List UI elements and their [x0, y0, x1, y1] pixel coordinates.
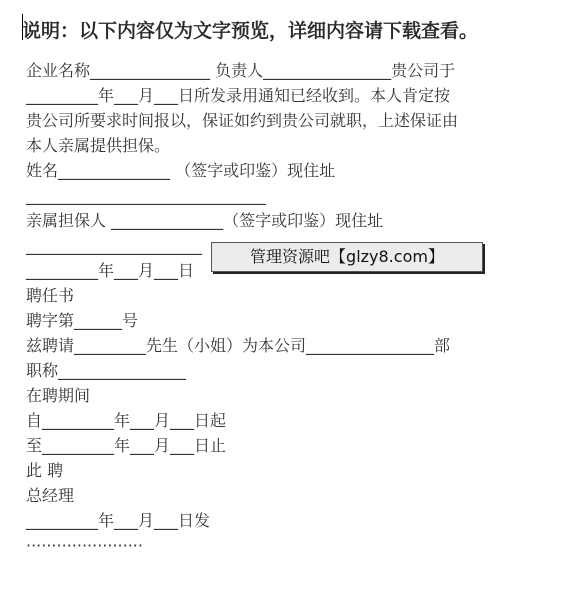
line-company-name: 企业名称_______________ 负责人________________贵公司于 — [26, 61, 456, 80]
line-address-blank: ______________________________ — [26, 186, 266, 205]
watermark-sign: 管理资源吧【glzy8.com】 — [211, 242, 483, 272]
line-appointment-title: 聘任书 — [26, 286, 75, 305]
line-guarantor-address-blank: ______________________ — [26, 236, 202, 255]
line-issue-date: _________年___月___日发 — [26, 511, 211, 530]
line-relative-guarantee: 本人亲属提供担保。 — [26, 136, 171, 155]
line-hire: 兹聘请_________先生（小姐）为本公司________________部 — [26, 336, 451, 355]
line-position: 职称________________ — [26, 361, 187, 380]
line-general-manager: 总经理 — [26, 486, 75, 505]
line-appointment-number: 聘字第______号 — [26, 311, 139, 330]
document-body — [26, 58, 556, 558]
line-dots: ······················· — [26, 536, 143, 555]
line-term-label: 在聘期间 — [26, 386, 91, 405]
line-notice-received: _________年___月___日所发录用通知已经收到。本人肯定按 — [26, 86, 451, 105]
line-guarantor-signature: 亲属担保人 ______________（签字或印鉴）现住址 — [26, 211, 384, 230]
line-date-1: _________年___月___日 — [26, 261, 195, 280]
line-name-signature: 姓名______________ （签字或印鉴）现住址 — [26, 161, 336, 180]
line-guarantee: 贵公司所要求时间报以，保证如约到贵公司就职，上述保证由 — [26, 111, 459, 130]
line-term-end: 至_________年___月___日止 — [26, 436, 227, 455]
line-term-start: 自_________年___月___日起 — [26, 411, 227, 430]
preview-notice: 说明：以下内容仅为文字预览，详细内容请下载查看。 — [22, 20, 479, 42]
line-hereby: 此 聘 — [26, 461, 64, 480]
